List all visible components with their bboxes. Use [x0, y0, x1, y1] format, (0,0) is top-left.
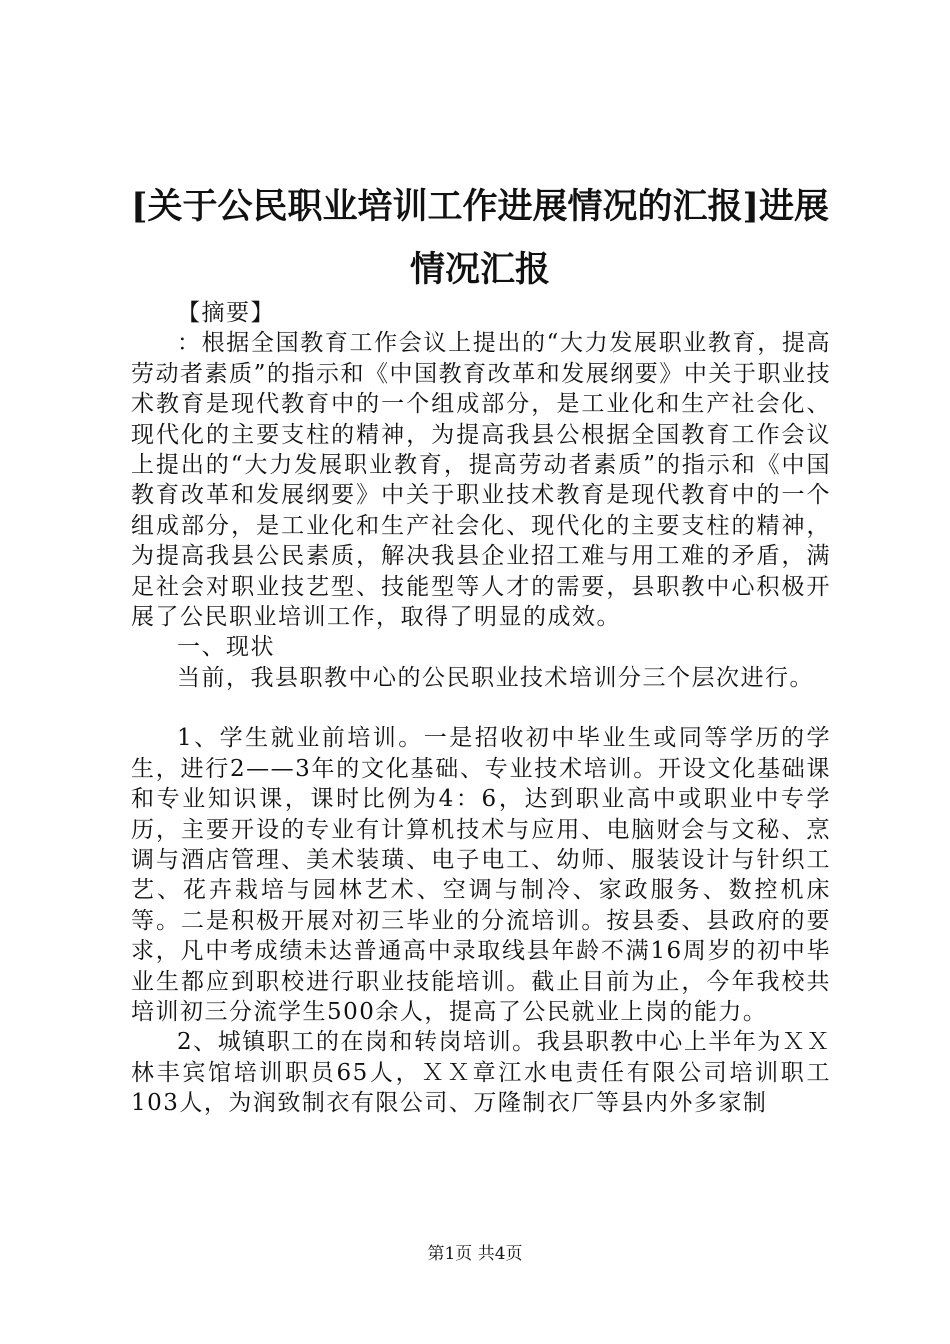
- worker-training-paragraph: 2、城镇职工的在岗和转岗培训。我县职教中心上半年为ＸＸ林丰宾馆培训职员65人，ＸＸ章江水电责任有限公司培训职工103人，为润致制衣有限公司、万隆制衣厂等县内外多家制: [131, 1029, 831, 1117]
- status-intro-paragraph: 当前，我县职教中心的公民职业技术培训分三个层次进行。: [177, 664, 814, 691]
- abstract-paragraph: ：根据全国教育工作会议上提出的“大力发展职业教育，提高劳动者素质”的指示和《中国教育改革和发展纲要》中关于职业技术教育是现代教育中的一个组成部分，是工业化和生产社会化、现代化的主要支柱的精神，为提高我县公根据全国教育工作会议上提出的“大力发展职业教育，提高劳动者素质”的指示和《中国教育改革和发展纲要》中关于职业技术教育是现代教育中的一个组成部分，是工业化和生产社会化、现代化的主要支柱的精神，为提高我县公民素质，解决我县企业招工难与用工难的矛盾，满足社会对职业技艺型、技能型等人才的需要，县职教中心积极开展了公民职业培训工作，取得了明显的成效。: [131, 330, 831, 631]
- section-heading-status: 一、现状: [177, 634, 275, 661]
- paragraph-gap: [131, 693, 831, 723]
- document-title-line2: 情况汇报: [409, 249, 550, 290]
- page-number-footer: 第1页 共4页: [427, 1244, 523, 1264]
- pre-employment-training-paragraph: 1、学生就业前培训。一是招收初中毕业生或同等学历的学生，进行2——3年的文化基础、专业技术培训。开设文化基础课和专业知识课，课时比例为4：6，达到职业高中或职业中专学历，主要开设的专业有计算机技术与应用、电脑财会与文秘、烹调与酒店管理、美术装璜、电子电工、幼师、服装设计与针织工艺、花卉栽培与园林艺术、空调与制冷、家政服务、数控机床等。二是积极开展对初三毕业的分流培训。按县委、县政府的要求，凡中考成绩未达普通高中录取线县年龄不满16周岁的初中毕业生都应到职校进行职业技能培训。截止目前为止，今年我校共培训初三分流学生500余人，提高了公民就业上岗的能力。: [131, 725, 831, 1025]
- document-title-line1: [关于公民职业培训工作进展情况的汇报]进展: [130, 186, 830, 227]
- document-body: [131, 298, 831, 1119]
- abstract-label: 【摘要】: [177, 300, 275, 326]
